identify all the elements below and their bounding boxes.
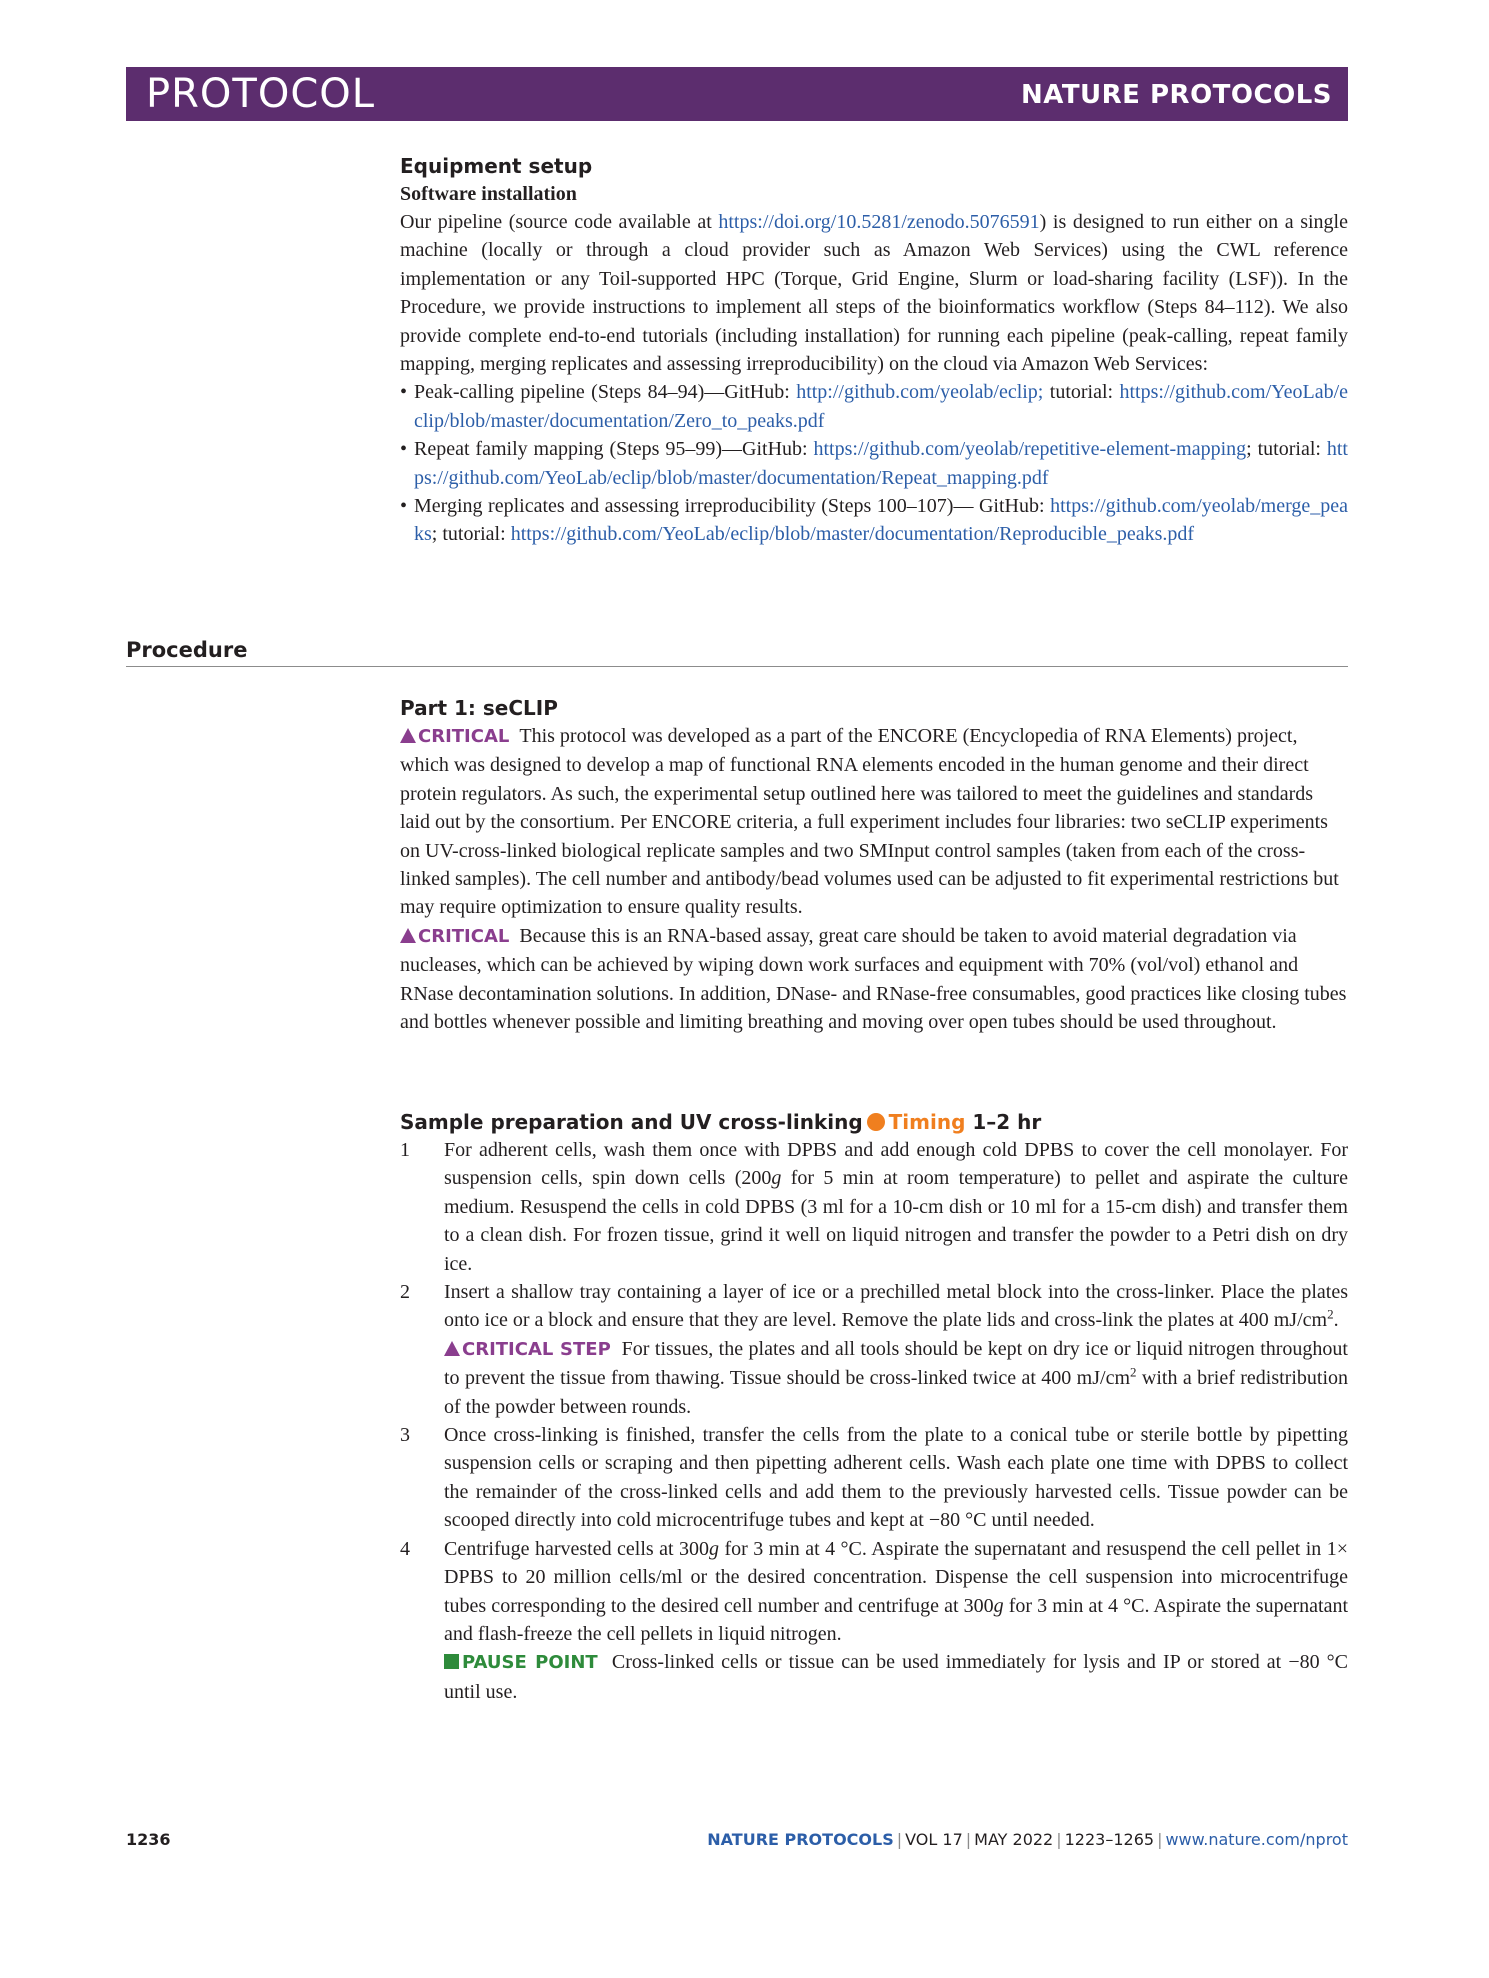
header-journal-name: NATURE PROTOCOLS (1020, 80, 1332, 110)
procedure-step-4: 4 Centrifuge harvested cells at 300g for 3 min at 4 °C. Aspirate the supernatant and resuspend the cell pellet in 1× DPBS to 20 million cells/ml or the desired concentration. Dispense the cell suspension into microcentrifuge tubes corresponding to the desired cell number and centrifuge at 300g for 3 min at 4 °C. Aspirate the supernatant and flash-freeze the cell pellets in liquid nitrogen. PAUSE POINT Cross-linked cells or tissue can be used immediately for lysis and IP or stored at −80 °C until use. (400, 1535, 1348, 1706)
github-link[interactable]: https://github.com/yeolab/repetitive-element-mapping (813, 438, 1247, 461)
pause-square-icon (444, 1654, 459, 1669)
tutorial-link[interactable]: https://github.com/YeoLab/eclip/blob/master/documentation/Reproducible_peaks.pdf (510, 523, 1195, 546)
timing-clock-icon (867, 1113, 885, 1131)
equipment-setup-section (400, 152, 1348, 549)
tutorial-link[interactable]: https://github.com/YeoLab/eclip/blob/master/documentation/Zero_to_peaks.pdf (414, 381, 1348, 432)
step-number: 1 (400, 1139, 410, 1161)
github-link[interactable]: http://github.com/yeolab/eclip; (796, 381, 1044, 404)
step-number: 2 (400, 1281, 410, 1304)
critical-label: CRITICAL (418, 925, 510, 947)
pause-point-label: PAUSE POINT (462, 1652, 598, 1674)
zenodo-link[interactable]: https://doi.org/10.5281/zenodo.5076591 (718, 211, 1040, 233)
critical-triangle-icon (400, 928, 416, 943)
timing-value: 1–2 hr (972, 1110, 1042, 1134)
critical-step-label: CRITICAL STEP (462, 1338, 611, 1360)
procedure-heading: Procedure (126, 638, 248, 662)
timing-label: Timing (888, 1110, 966, 1134)
step-number: 3 (400, 1424, 410, 1447)
list-item: • Merging replicates and assessing irreproducibility (Steps 100–107)— GitHub: https://github.com/yeolab/merge_peaks; tutorial: https://github.com/YeoLab/eclip/blob/master/documentation/Reproducible_peaks.pdf (400, 495, 1348, 546)
critical-label: CRITICAL (418, 726, 510, 747)
part1-section (400, 694, 1348, 1036)
equipment-setup-title: Equipment setup (400, 154, 593, 178)
page-number: 1236 (126, 1830, 171, 1849)
procedure-step-2: 2 Insert a shallow tray containing a layer of ice or a prechilled metal block into the cross-linker. Place the plates onto ice or a block and ensure that they are level. Remove the plate lids and cross-link the plates at 400 $mJ/cm^2$. CRITICAL STEP For tissues, the plates and all tools should be kept on dry ice or liquid nitrogen throughout to prevent the tissue from thawing. Tissue should be cross-linked twice at 400 $mJ/cm^2$ with a brief redistribution of the powder between rounds. (400, 1278, 1348, 1421)
list-item: • Peak-calling pipeline (Steps 84–94)—GitHub: http://github.com/yeolab/eclip; tutorial: https://github.com/YeoLab/eclip/blob/master/documentation/Zero_to_peaks.pdf (400, 381, 1348, 432)
footer-journal: NATURE PROTOCOLS (707, 1830, 894, 1849)
critical-triangle-icon (400, 728, 416, 743)
footer-pages: 1223–1265 (1064, 1830, 1155, 1849)
software-installation-subtitle: Software installation (400, 183, 577, 205)
section-divider (126, 666, 1348, 667)
page-header (126, 67, 1348, 121)
para-text-1: Our pipeline (source code available at (400, 211, 719, 233)
tutorial-link[interactable]: https://github.com/YeoLab/eclip/blob/master/documentation/Repeat_mapping.pdf (414, 438, 1348, 489)
procedure-step-3: 3 Once cross-linking is finished, transfer the cells from the plate to a conical tube or sterile bottle by pipetting suspension cells or scraping and then pipetting adherent cells. Wash each plate one time with DPBS to collect the remainder of the cross-linked cells and add them to the previously harvested cells. Tissue powder can be scooped directly into cold microcentrifuge tubes and kept at −80 °C until needed. (400, 1421, 1348, 1535)
procedure-step-1: 1 For adherent cells, wash them once with DPBS and add enough cold DPBS to cover the cell monolayer. For suspension cells, spin down cells (200g for 5 min at room temperature) to pellet and aspirate the culture medium. Resuspend the cells in cold DPBS (3 ml for a 10-cm dish or 10 ml for a 15-cm dish) and transfer them to a clean dish. For frozen tissue, grind it well on liquid nitrogen and transfer the powder to a Petri dish on dry ice. (400, 1136, 1348, 1278)
step-number: 4 (400, 1537, 410, 1560)
github-link[interactable]: https://github.com/yeolab/merge_peaks (414, 495, 1348, 546)
footer-citation: NATURE PROTOCOLS | VOL 17 | MAY 2022 | 1223–1265 | www.nature.com/nprot (707, 1830, 1348, 1849)
part1-title: Part 1: seCLIP (400, 696, 558, 720)
critical-note-2: CRITICAL Because this is an RNA-based assay, great care should be taken to avoid material degradation via nucleases, which can be achieved by wiping down work surfaces and equipment with 70% (vol/vol) ethanol and RNase decontamination solutions. In addition, DNase- and RNase-free consumables, good practices like closing tubes and bottles whenever possible and limiting breathing and moving over open tubes should be used throughout. (400, 924, 1347, 1034)
footer-date: MAY 2022 (974, 1830, 1054, 1849)
critical-triangle-icon (444, 1341, 460, 1356)
list-item: • Repeat family mapping (Steps 95–99)—GitHub: https://github.com/yeolab/repetitive-element-mapping; tutorial: https://github.com/YeoLab/eclip/blob/master/documentation/Repeat_mapping.pdf (400, 438, 1348, 489)
sample-prep-section (400, 1108, 1348, 1706)
para-text-2: ) is designed to run either on a single machine (locally or through a cloud provider such as Amazon Web Services) using the CWL reference implementation or any Toil-supported HPC (Torque, Grid Engine, Slurm or load-sharing facility (LSF)). In the Procedure, we provide instructions to implement all steps of the bioinformatics workflow (Steps 84–112). We also provide complete end-to-end tutorials (including installation) for running each pipeline (peak-calling, repeat family mapping, merging replicates and assessing irreproducibility) on the cloud via Amazon Web Services: (400, 211, 1348, 376)
software-installation-paragraph (400, 208, 1348, 378)
sample-prep-title: Sample preparation and UV cross-linking Timing 1–2 hr (400, 1110, 1042, 1134)
footer-volume: VOL 17 (905, 1830, 963, 1849)
header-section-label: PROTOCOL (146, 71, 376, 117)
footer-url-link[interactable]: www.nature.com/nprot (1165, 1830, 1348, 1849)
tutorial-bullet-list (400, 378, 1348, 548)
critical-note-1: CRITICAL This protocol was developed as a part of the ENCORE (Encyclopedia of RNA Elements) project, which was designed to develop a map of functional RNA elements encoded in the human genome and their direct protein regulators. As such, the experimental setup outlined here was tailored to meet the guidelines and standards laid out by the consortium. Per ENCORE criteria, a full experiment includes four libraries: two seCLIP experiments on UV-cross-linked biological replicate samples and two SMInput control samples (taken from each of the cross-linked samples). The cell number and antibody/bead volumes used can be adjusted to fit experimental restrictions but may require optimization to ensure quality results. (400, 725, 1339, 919)
